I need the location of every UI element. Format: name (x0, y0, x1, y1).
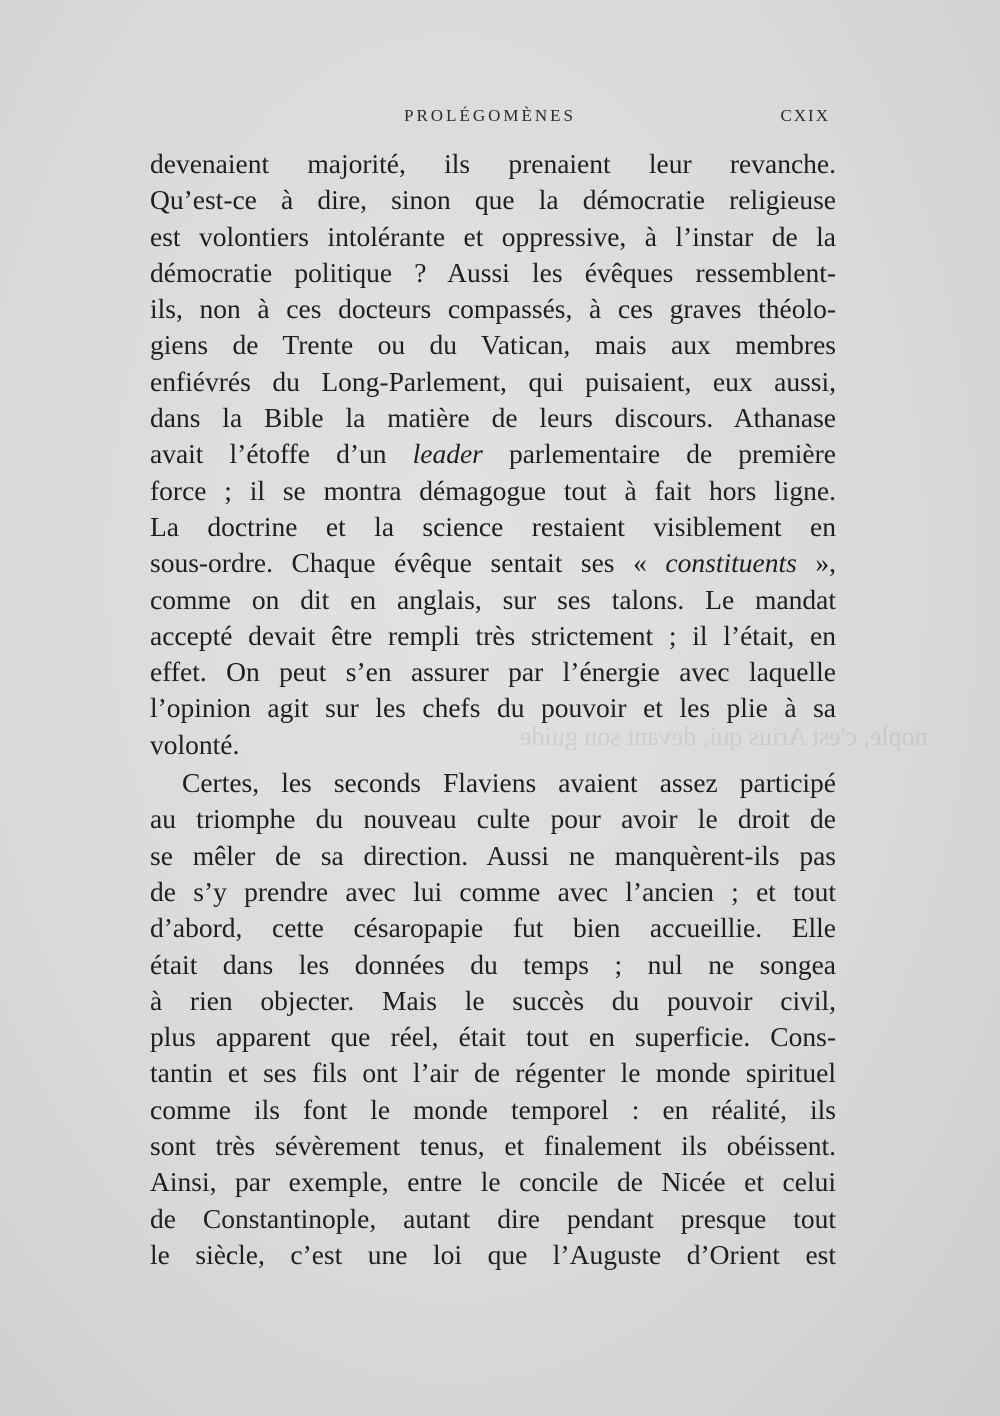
text-line: force ; il se montra démagogue tout à fait hors ligne. (150, 474, 836, 506)
text-line: effet. On peut s’en assurer par l’énergie avec laquelle (150, 656, 836, 688)
running-header (150, 106, 830, 130)
text-line: volonté. (150, 728, 240, 760)
text-line: Ainsi, par exemple, entre le concile de Nicée et celui (150, 1166, 836, 1198)
italic-term: leader (412, 438, 483, 470)
text-line: se mêler de sa direction. Aussi ne manquèrent-ils pas (150, 839, 836, 871)
text-line: démocratie politique ? Aussi les évêques ressemblent- (150, 256, 836, 288)
text-line: au triomphe du nouveau culte pour avoir le droit de (150, 803, 836, 835)
text-line: tantin et ses fils ont l’air de régenter le monde spirituel (150, 1057, 836, 1089)
text-line: giens de Trente ou du Vatican, mais aux membres (150, 329, 836, 361)
text-line: comme on dit en anglais, sur ses talons. Le mandat (150, 583, 836, 615)
paragraph (150, 146, 836, 763)
text-line: Qu’est-ce à dire, sinon que la démocratie religieuse (150, 184, 836, 216)
paragraph (150, 765, 836, 1273)
text-line: de s’y prendre avec lui comme avec l’ancien ; et tout (150, 875, 836, 907)
text-line: Certes, les seconds Flaviens avaient assez participé (182, 767, 836, 799)
text-line: plus apparent que réel, était tout en superficie. Cons- (150, 1021, 836, 1053)
text-line: dans la Bible la matière de leurs discours. Athanase (150, 402, 836, 434)
text-line: sont très sévèrement tenus, et finalement ils obéissent. (150, 1130, 836, 1162)
text-line: d’abord, cette césaropapie fut bien accueillie. Elle (150, 912, 836, 944)
text-line: de Constantinople, autant dire pendant presque tout (150, 1202, 836, 1234)
text-line: devenaient majorité, ils prenaient leur revanche. (150, 148, 836, 179)
text-line: ils, non à ces docteurs compassés, à ces graves théolo- (150, 293, 836, 325)
running-title: PROLÉGOMÈNES (403, 106, 576, 125)
italic-term: constituents (665, 547, 797, 579)
text-line: accepté devait être rempli très strictement ; il l’était, en (150, 619, 836, 651)
text-line: l’opinion agit sur les chefs du pouvoir et les plie à sa (150, 692, 836, 724)
text-line: enfiévrés du Long-Parlement, qui puisaient, eux aussi, (150, 365, 836, 397)
text-line: comme ils font le monde temporel : en réalité, ils (150, 1093, 836, 1125)
text-line: est volontiers intolérante et oppressive, à l’instar de la (150, 220, 836, 252)
page-number: CXIX (780, 106, 830, 125)
text-line: à rien objecter. Mais le succès du pouvoir civil, (150, 984, 836, 1016)
text-line: avait l’étoffe d’un leader parlementaire de première (150, 438, 836, 470)
body-text (150, 146, 836, 1273)
text-line: était dans les données du temps ; nul ne songea (150, 948, 836, 980)
text-line: La doctrine et la science restaient visiblement en (150, 510, 836, 542)
text-line: le siècle, c’est une loi que l’Auguste d’Orient est (150, 1238, 836, 1270)
text-line: sous-ordre. Chaque évêque sentait ses « constituents », (150, 547, 836, 579)
show-through-text: nople, c'est Arius qui, devant son guide (520, 722, 928, 751)
